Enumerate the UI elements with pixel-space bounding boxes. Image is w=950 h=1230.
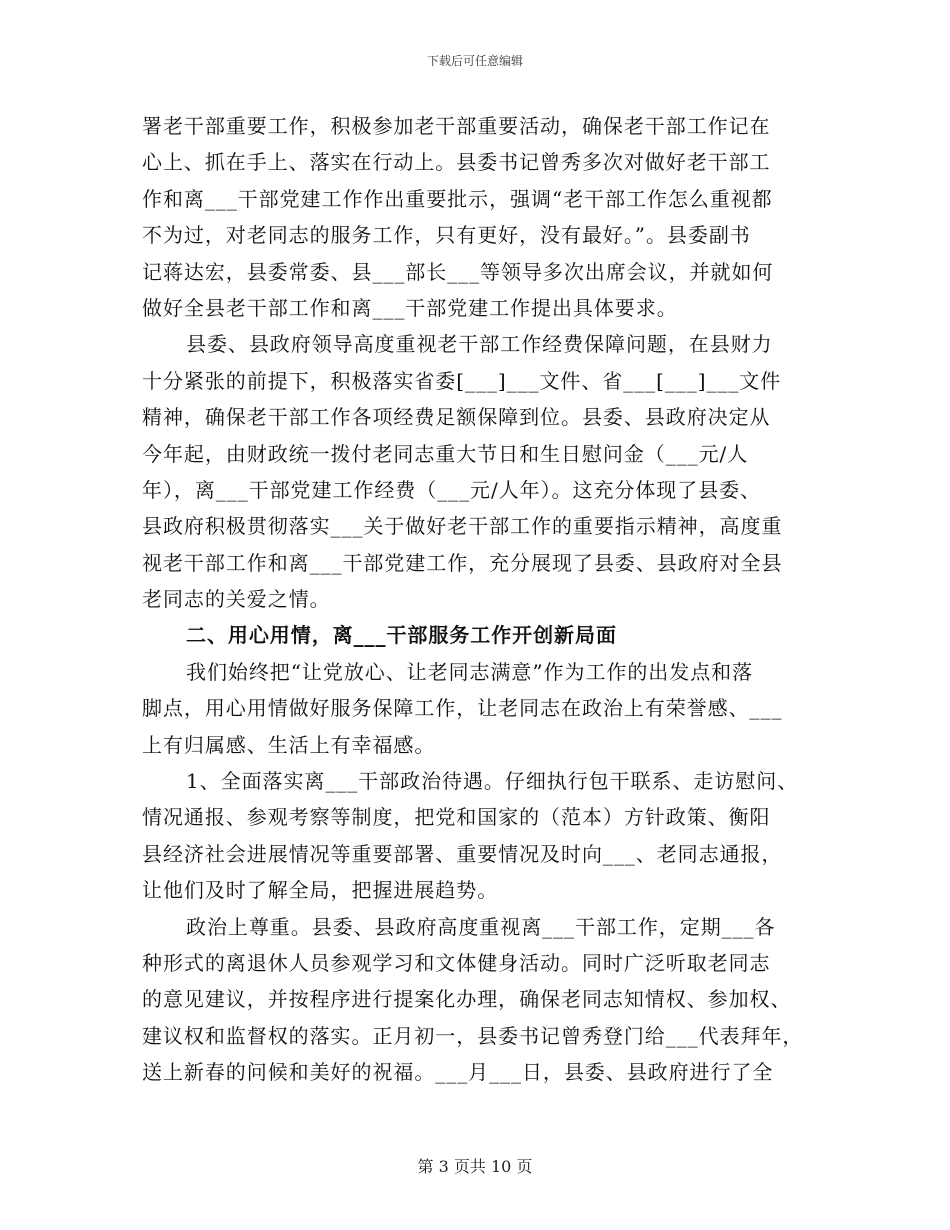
body-line: 脚点，用心用情做好服务保障工作，让老同志在政治上有荣誉感、___ [142,696,783,721]
document-body [142,108,812,1091]
body-line: 作和离___干部党建工作作出重要批示，强调“老干部工作怎么重视都 [142,186,773,211]
body-line: 的意见建议，并按程序进行提案化办理，确保老同志知情权、参加权、 [142,987,792,1012]
paragraph-start-line: 1、全面落实离___干部政治待遇。仔细执行包干联系、走访慰问、 [186,769,799,794]
page-number-footer: 第 3 页共 10 页 [417,1157,533,1176]
section-heading: 二、用心用情，离___干部服务工作开创新局面 [186,623,617,648]
body-line: 情况通报、参观考察等制度，把党和国家的（范本）方针政策、衡阳 [142,805,771,830]
body-line: 精神，确保老干部工作各项经费足额保障到位。县委、县政府决定从 [142,405,771,430]
body-line: 署老干部重要工作，积极参加老干部重要活动，确保老干部工作记在 [142,114,771,138]
body-line: 老同志的关爱之情。 [142,587,331,612]
body-line: 让他们及时了解全局，把握进展趋势。 [142,878,499,903]
body-line: 上有归属感、生活上有幸福感。 [142,732,436,757]
body-line: 今年起，由财政统一拨付老同志重大节日和生日慰问金（___元/人 [142,441,749,466]
body-line: 做好全县老干部工作和离___干部党建工作提出具体要求。 [142,295,678,320]
body-line: 不为过，对老同志的服务工作，只有更好，没有最好。”。县委副书 [142,223,751,248]
body-line: 十分紧张的前提下，积极落实省委[___]___文件、省___[___]___文件 [142,368,782,393]
body-line: 种形式的离退休人员参观学习和文体健身活动。同时广泛听取老同志 [142,950,771,975]
body-line: 县经济社会进展情况等重要部署、重要情况及时向___、老同志通报， [142,841,783,866]
body-line: 年），离___干部党建工作经费（___元/人年）。这充分体现了县委、 [142,477,762,502]
body-line: 记蒋达宏，县委常委、县___部长___等领导多次出席会议，并就如何 [142,259,774,284]
body-line: 县政府积极贯彻落实___关于做好老干部工作的重要指示精神，高度重 [142,514,783,539]
paragraph-start-line: 县委、县政府领导高度重视老干部工作经费保障问题，在县财力 [186,332,773,357]
body-line: 建议权和监督权的落实。正月初一，县委书记曾秀登门给___代表拜年， [142,1023,804,1048]
paragraph-start-line: 我们始终把“让党放心、让老同志满意”作为工作的出发点和落 [186,659,754,684]
paragraph-start-line: 政治上尊重。县委、县政府高度重视离___干部工作，定期___各 [186,914,776,939]
page-header-note: 下载后可任意编辑 [426,54,523,68]
body-line: 视老干部工作和离___干部党建工作，充分展现了县委、县政府对全县 [142,550,783,575]
body-line: 心上、抓在手上、落实在行动上。县委书记曾秀多次对做好老干部工 [142,150,771,175]
body-line: 送上新春的问候和美好的祝福。___月___日，县委、县政府进行了全 [142,1060,774,1085]
